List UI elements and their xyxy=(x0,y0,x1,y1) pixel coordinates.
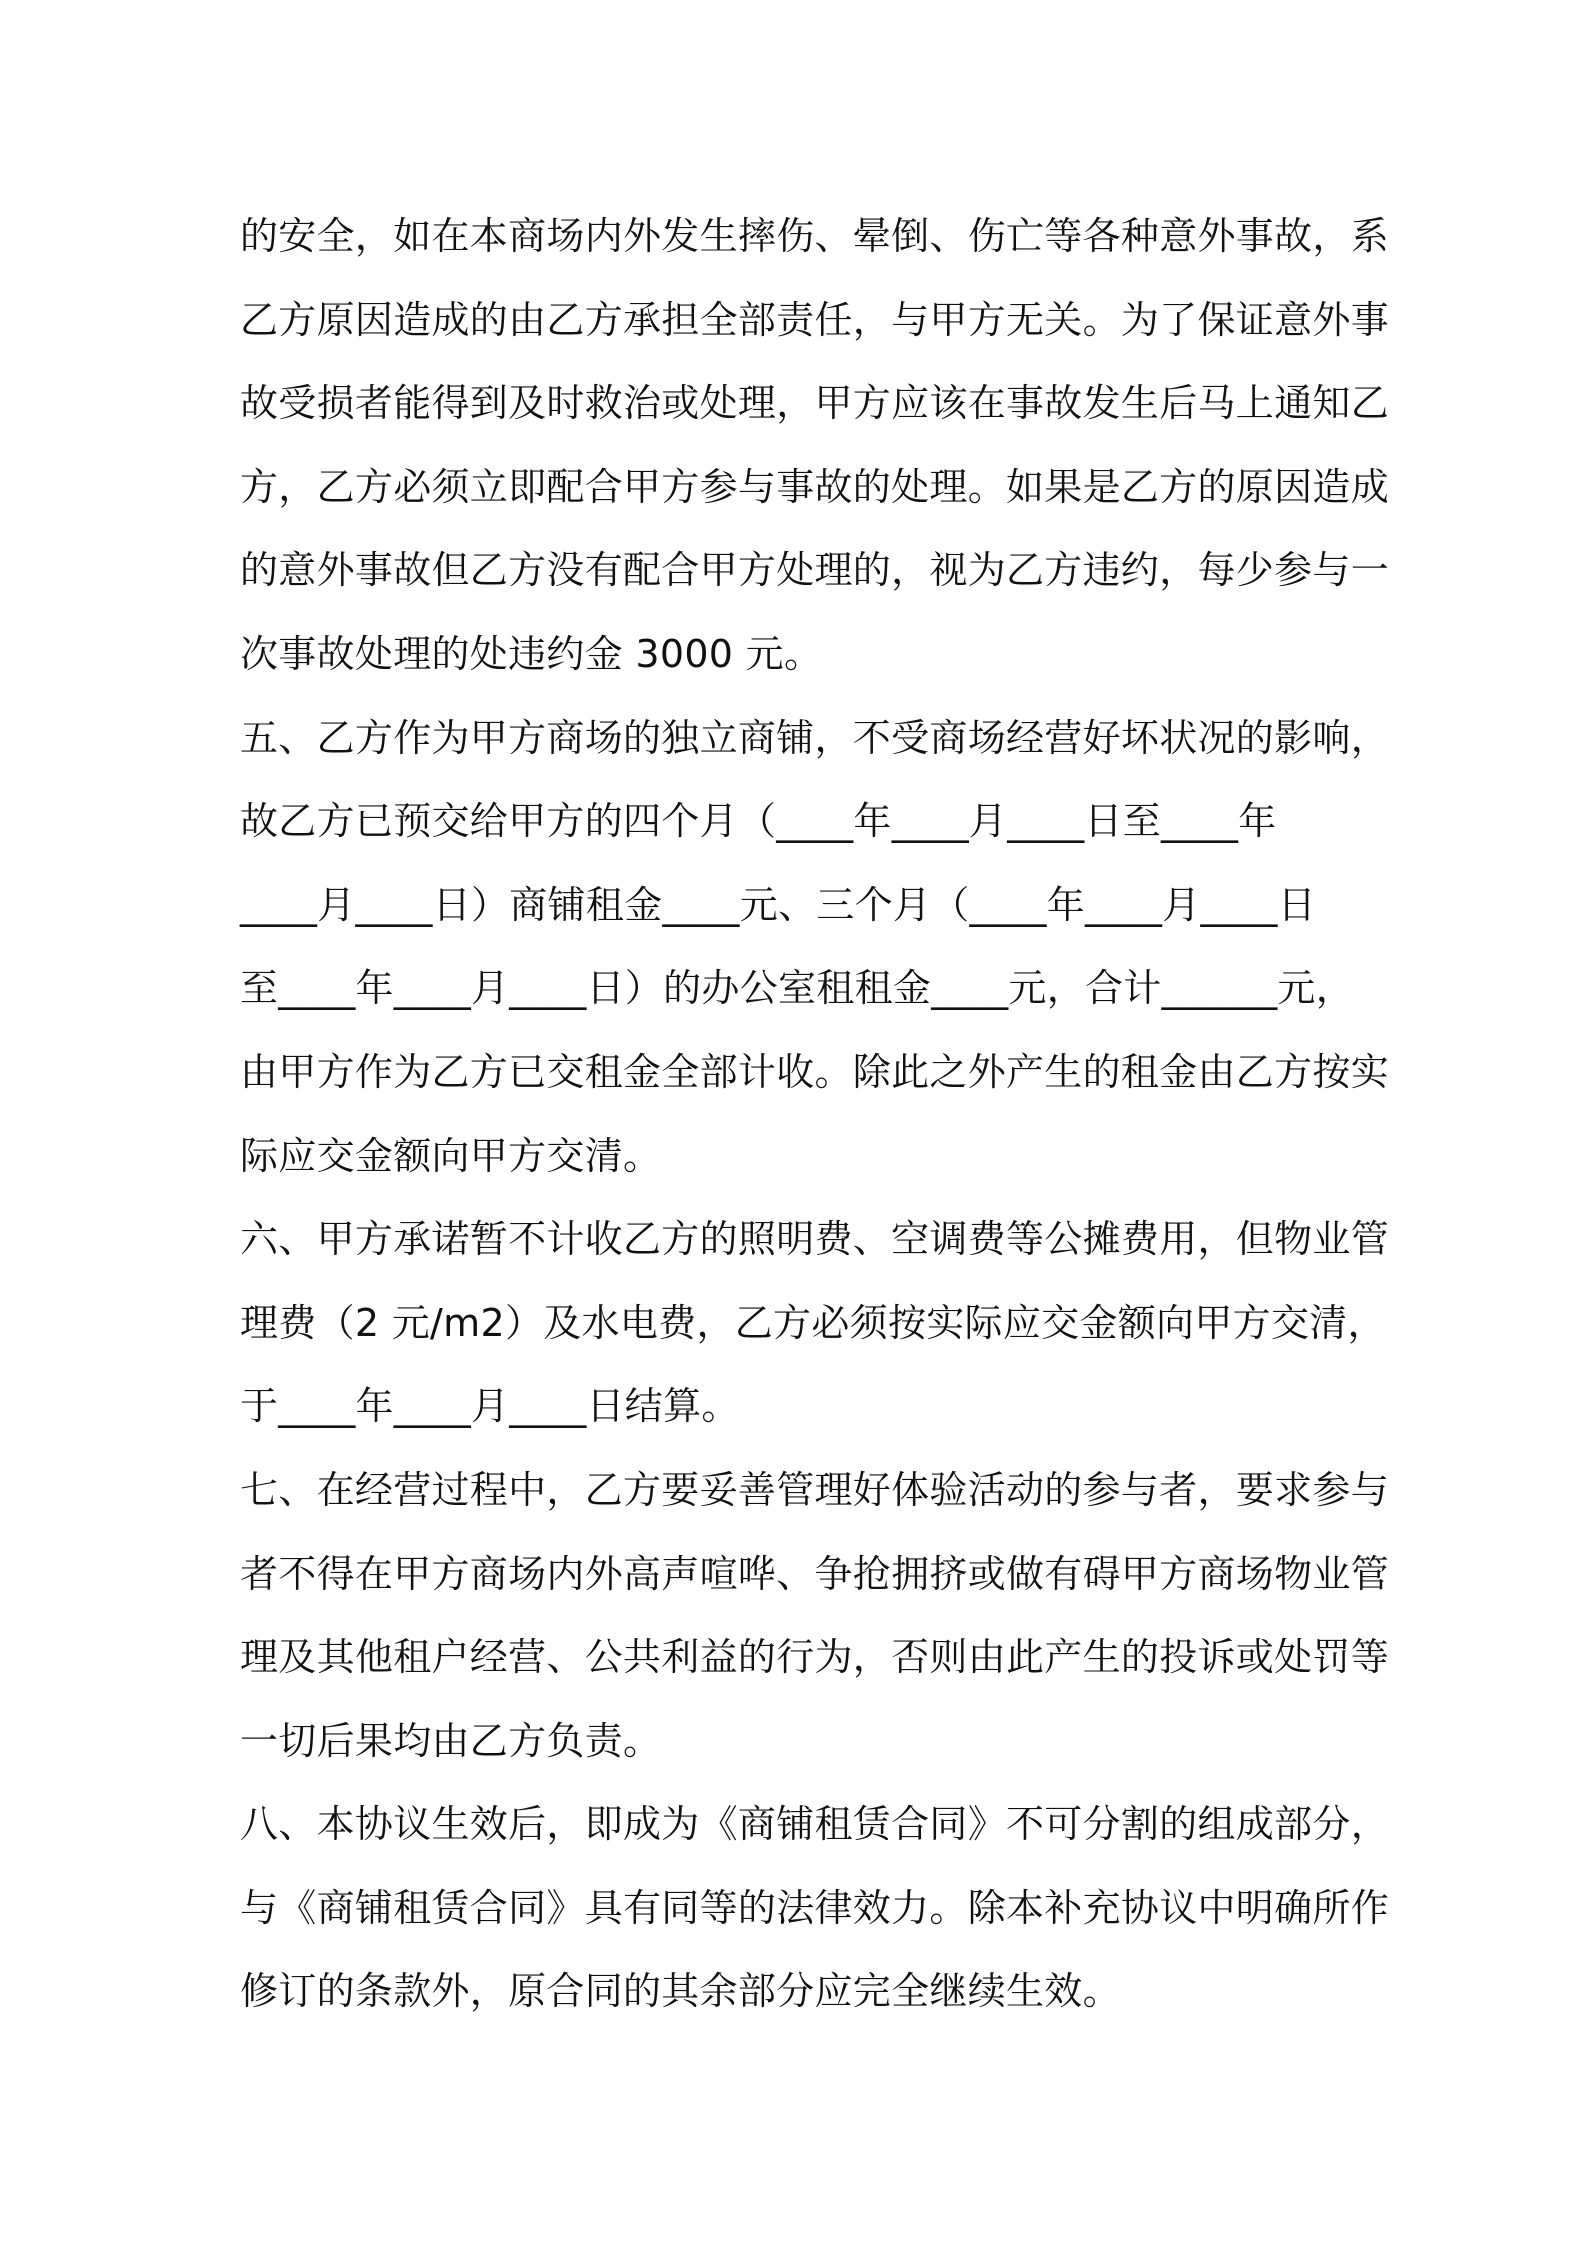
text-line-18: 理及其他租户经营、公共利益的行为，否则由此产生的投诉或处罚等 xyxy=(240,1635,1390,1680)
text-line-5: 的意外事故但乙方没有配合甲方处理的，视为乙方违约，每少参与一 xyxy=(240,548,1390,593)
text-line-9: ____月____日）商铺租金____元、三个月（____年____月____日 xyxy=(240,882,1317,927)
text-line-11: 由甲方作为乙方已交租金全部计收。除此之外产生的租金由乙方按实 xyxy=(240,1049,1390,1094)
text-line-16: 七、在经营过程中，乙方要妥善管理好体验活动的参与者，要求参与 xyxy=(240,1467,1390,1512)
text-line-3: 故受损者能得到及时救治或处理，甲方应该在事故发生后马上通知乙 xyxy=(240,381,1390,426)
text-line-6: 次事故处理的处违约金 3000 元。 xyxy=(240,631,823,676)
text-line-4: 方，乙方必须立即配合甲方参与事故的处理。如果是乙方的原因造成 xyxy=(240,464,1390,509)
contract-text-block xyxy=(240,195,1390,2034)
text-line-10: 至____年____月____日）的办公室租租金____元，合计______元， xyxy=(240,966,1355,1011)
text-line-8: 故乙方已预交给甲方的四个月（____年____月____日至____年 xyxy=(240,799,1277,844)
text-line-14: 理费（2 元/m2）及水电费，乙方必须按实际应交金额向甲方交清， xyxy=(240,1300,1386,1345)
text-line-21: 与《商铺租赁合同》具有同等的法律效力。除本补充协议中明确所作 xyxy=(240,1885,1390,1930)
text-line-22: 修订的条款外，原合同的其余部分应完全继续生效。 xyxy=(240,1969,1121,2014)
text-line-7: 五、乙方作为甲方商场的独立商铺，不受商场经营好坏状况的影响， xyxy=(240,715,1390,760)
text-line-19: 一切后果均由乙方负责。 xyxy=(240,1718,662,1763)
text-line-20: 八、本协议生效后，即成为《商铺租赁合同》不可分割的组成部分， xyxy=(240,1802,1390,1847)
text-line-1: 的安全，如在本商场内外发生摔伤、晕倒、伤亡等各种意外事故，系 xyxy=(240,214,1390,258)
text-line-13: 六、甲方承诺暂不计收乙方的照明费、空调费等公摊费用，但物业管 xyxy=(240,1217,1390,1262)
text-line-2: 乙方原因造成的由乙方承担全部责任，与甲方无关。为了保证意外事 xyxy=(240,297,1390,342)
text-line-15: 于____年____月____日结算。 xyxy=(240,1384,740,1429)
text-line-12: 际应交金额向甲方交清。 xyxy=(240,1133,662,1178)
text-line-17: 者不得在甲方商场内外高声喧哗、争抢拥挤或做有碍甲方商场物业管 xyxy=(240,1551,1390,1596)
